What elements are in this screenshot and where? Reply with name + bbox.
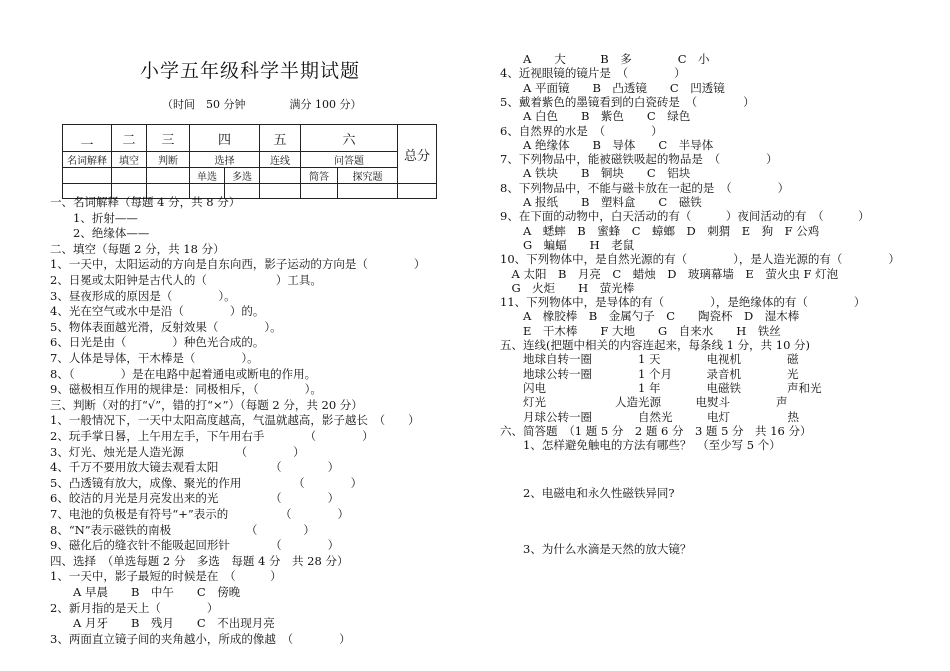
question-line: 3、两面直立镜子间的夹角越小，所成的像越 （ ） [50,631,351,646]
question-line: 9、在下面的动物中，白天活动的有（ ）夜间活动的有 （ ） [500,209,870,224]
score-blank-cell [63,168,112,184]
score-header-cell: 三 [147,125,190,152]
question-line: 四、选择 （单选每题 2 分 多选 每题 4 分 共 28 分） [50,553,349,568]
question-line: A 月牙 B 残月 C 不出现月亮 [50,616,275,631]
question-line: A 早晨 B 中午 C 傍晚 [50,585,241,599]
score-blank-cell [260,184,301,199]
score-section-cell: 问答题 [301,152,398,168]
question-line: G 火炬 H 萤光棒 [500,280,635,295]
question-line: 六、简答题 （1 题 5 分 2 题 6 分 3 题 5 分 共 16 分） [500,423,812,438]
question-line: 3、灯光、烛光是人造光源 （ ） [50,444,305,459]
score-section-cell: 选择 [190,152,260,168]
score-table [62,124,437,199]
score-subsection-cell: 简答 [301,168,338,184]
question-line: 2、玩手掌日晷，上午用左手，下午用右手 （ ） [50,429,374,443]
question-line: A 平面镜 B 凸透镜 C 凹透镜 [500,80,725,95]
score-header-cell: 一 [63,125,112,152]
question-line: 5、凸透镜有放大，成像、聚光的作用 （ ） [50,475,363,490]
score-section-cell: 名词解释 [63,152,112,168]
question-line: 9、磁极相互作用的规律是：同极相斥，（ ）。 [50,382,322,397]
question-line: 8、（ ）是在电路中起着通电或断电的作用。 [50,366,317,381]
question-line: 6、自然界的水是 （ ） [500,123,663,138]
score-blank-cell [301,184,338,199]
score-subsection-cell: 单选 [190,168,225,184]
question-line: 10、下列物体中，是自然光源的有（ ），是人造光源的有（ ） [500,252,900,267]
score-subsection-cell: 多选 [225,168,260,184]
question-line: 1、一天中，影子最短的时候是在 （ ） [50,569,282,584]
score-subsection-cell: 探究题 [338,168,398,184]
question-line: 地球自转一圈 1 天 电视机 磁 [500,352,799,367]
question-line: 11、下列物体中，是导体的有（ ），是绝缘体的有（ ） [500,295,866,310]
question-line: E 干木棒 F 大地 G 自来水 H 铁丝 [500,323,781,338]
question-line: 8、下列物品中，不能与磁卡放在一起的是 （ ） [500,180,790,195]
question-line: 4、千万不要用放大镜去观看太阳 （ ） [50,460,340,475]
score-blank-cell [398,184,437,199]
score-section-cell: 连线 [260,152,301,168]
question-line: 五、连线(把题中相关的内容连起来，每条线 1 分，共 10 分) [500,338,811,352]
question-line: 1、折射—— [50,210,138,225]
question-line: 5、戴着紫色的墨镜看到的白瓷砖是 （ ） [500,94,755,109]
question-line: 2、日冕或太阳钟是古代人的（ ）工具。 [50,273,322,287]
score-blank-cell [260,168,301,184]
exam-title: 小学五年级科学半期试题 [140,60,361,82]
question-line: A 橡胶棒 B 金属勺子 C 陶瓷杯 D 湿木棒 [500,309,800,324]
question-line: 7、下列物品中，能被磁铁吸起的物品是 （ ） [500,152,778,167]
score-header-cell: 总分 [398,125,437,184]
question-line: 8、“N”表示磁铁的南极 （ ） [50,522,315,537]
question-line: A 太阳 B 月亮 C 蜡烛 D 玻璃幕墙 E 萤火虫 F 灯泡 [500,266,839,281]
question-line: 二、填空（每题 2 分，共 18 分） [50,241,225,256]
question-line: 7、电池的负极是有符号“+”表示的 （ ） [50,507,349,521]
question-line: 3、昼夜形成的原因是（ ）。 [50,288,236,303]
score-header-cell: 二 [112,125,147,152]
question-line: A 铁块 B 铜块 C 铝块 [500,166,691,181]
score-header-cell: 六 [301,125,398,152]
question-line: 三、判断（对的打“√”，错的打“×”）（每题 2 分，共 20 分） [50,397,363,412]
exam-subtitle: （时间 50 分钟 满分 100 分） [162,98,362,111]
score-blank-cell [338,184,398,199]
question-line: 月球公转一圈 自然光 电灯 热 [500,409,799,424]
question-line: 4、近视眼镜的镜片是 （ ） [500,66,686,81]
question-line: 1、一般情况下，一天中太阳高度越高，气温就越高，影子越长 （ ） [50,413,420,428]
question-line: 灯光 人造光源 电熨斗 声 [500,395,788,410]
question-line: 1、一天中，太阳运动的方向是自东向西，影子运动的方向是（ ） [50,257,426,272]
score-section-cell: 判断 [147,152,190,168]
question-line: 2、绝缘体—— [50,226,150,241]
question-line: 6、皎洁的月光是月亮发出来的光 （ ） [50,491,340,506]
question-line: 7、人体是导体，干木棒是（ ）。 [50,351,259,365]
score-blank-cell [112,168,147,184]
question-line: A 报纸 B 塑料盒 C 磁铁 [500,195,702,209]
question-line: 5、物体表面越光滑，反射效果（ ）。 [50,319,282,334]
question-line: 9、磁化后的缝衣针不能吸起回形针 （ ） [50,538,340,553]
question-line: A 白色 B 紫色 C 绿色 [500,109,691,124]
question-line: 地球公转一圈 1 个月 录音机 光 [500,366,799,381]
score-blank-cell [147,168,190,184]
question-line: 2、新月指的是天上（ ） [50,600,219,615]
question-line: 3、为什么水滴是天然的放大镜？ [500,542,692,556]
question-line: 一、名词解释（每题 4 分，共 8 分） [50,195,241,209]
question-line: A 绝缘体 B 导体 C 半导体 [500,137,714,152]
score-section-cell: 填空 [112,152,147,168]
question-line: 闪电 1 年 电磁铁 声和光 [500,380,822,395]
question-line: A 大 B 多 C 小 [500,52,710,66]
question-line: G 蝙蝠 H 老鼠 [500,237,635,252]
score-header-cell: 五 [260,125,301,152]
question-line: 2、电磁电和永久性磁铁异同? [500,486,675,500]
question-line: 6、日光是由（ ）种色光合成的。 [50,335,265,350]
question-line: A 蟋蟀 B 蜜蜂 C 蟑螂 D 刺猬 E 狗 F 公鸡 [500,223,820,238]
question-line: 4、光在空气或水中是沿（ ）的。 [50,304,265,319]
score-header-cell: 四 [190,125,260,152]
question-line: 1、怎样避免触电的方法有哪些？ （至少写 5 个） [500,438,781,452]
